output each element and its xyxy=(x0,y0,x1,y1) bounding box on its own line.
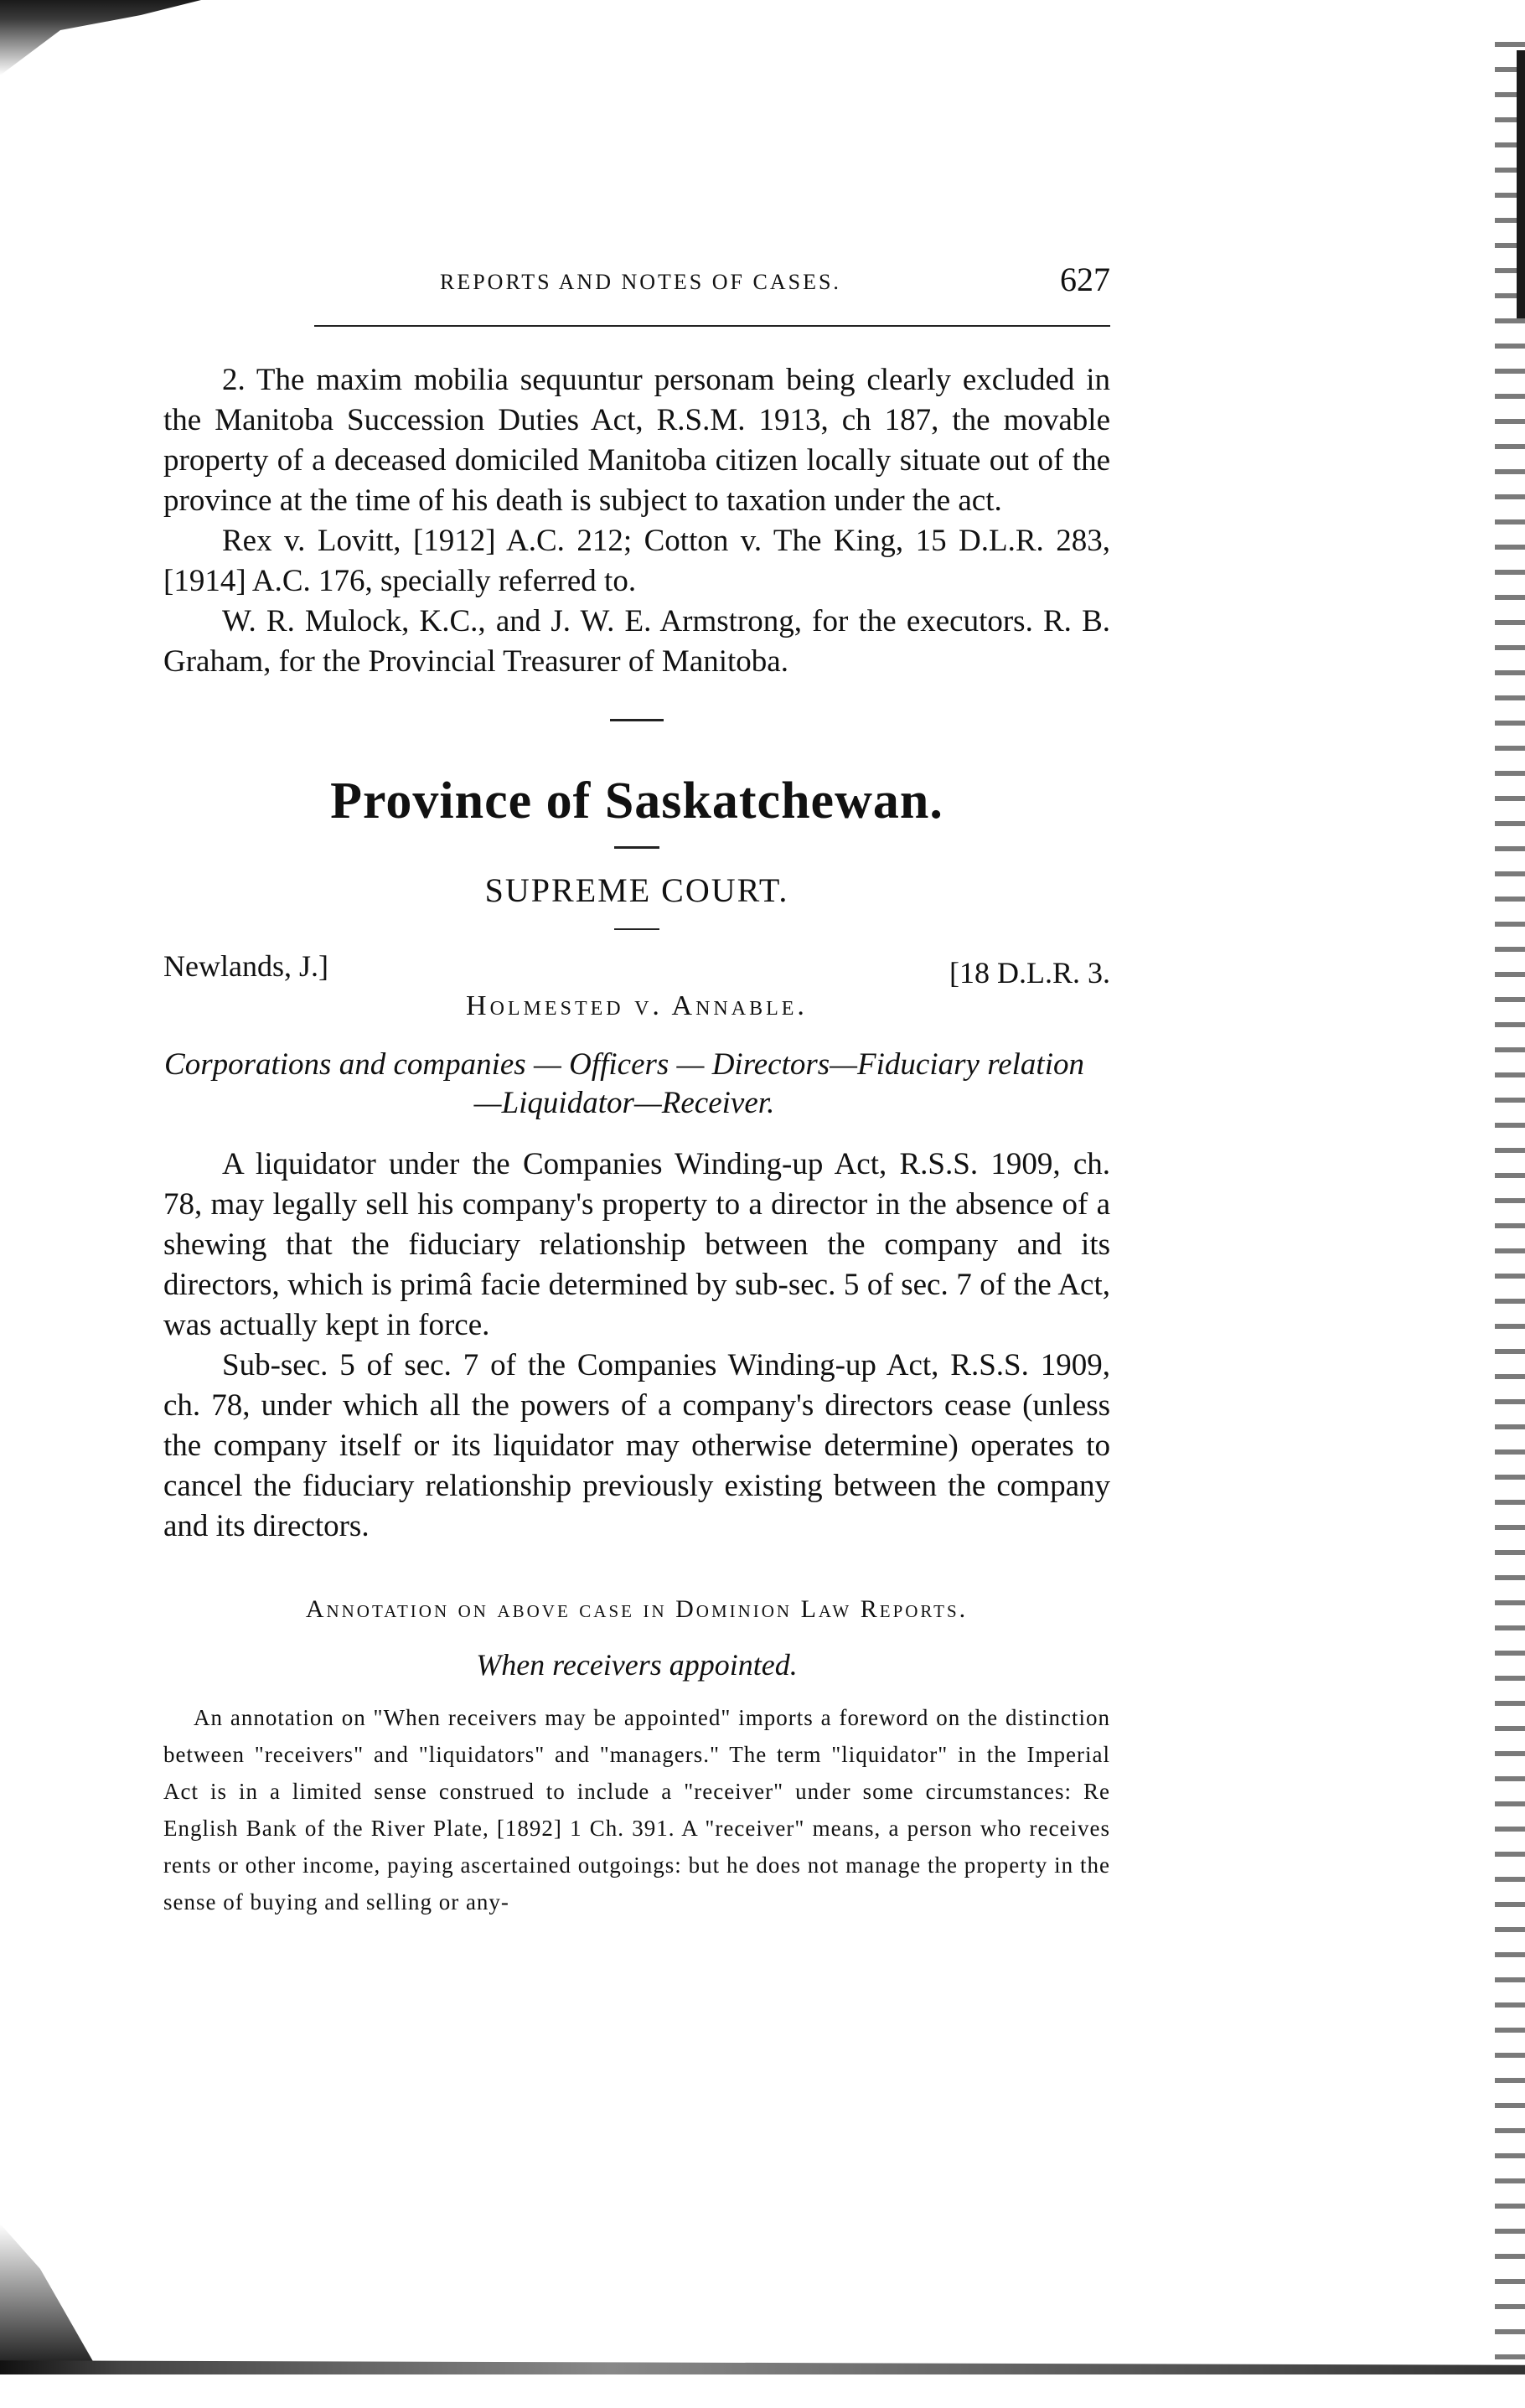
scan-shadow-right-solid xyxy=(1517,50,1525,318)
catchwords: Corporations and companies — Officers — Directors—Fiduciary relation—Liquidator—Receiver. xyxy=(164,1047,1084,1120)
annotation-body: An annotation on "When receivers may be appointed" imports a foreword on the distinction between "receivers" and "liquidators" and "managers." The term "liquidator" in the Imperial Act is in a limited sense construed to include a "receiver" under some circumstances: Re English Bank of the River Plate, [1892] 1 Ch. 391. A "receiver" means, a person who receives rents or other income, paying ascertained outgoings: but he does not manage the property in the sense of buying and selling or any- xyxy=(163,1705,1110,1915)
case-meta xyxy=(163,948,1110,992)
running-header xyxy=(163,251,1110,302)
page-number: 627 xyxy=(1060,261,1110,298)
running-title: REPORTS AND NOTES OF CASES. xyxy=(440,270,841,294)
court-rule xyxy=(614,928,659,930)
scan-shadow-top-left xyxy=(0,0,201,75)
holding-paragraph-2: 2. The maxim mobilia sequuntur personam being clearly excluded in the Manitoba Succession Duties Act, R.S.M. 1913, ch 187, the movable property of a deceased domiciled Manitoba citizen locally situate out of the province at the time of his death is subject to taxation under the act. xyxy=(163,363,1110,518)
judge-name: Newlands, J.] xyxy=(163,949,328,983)
court-heading: SUPREME COURT. xyxy=(484,871,789,909)
annotation-subheading: When receivers appointed. xyxy=(476,1648,798,1682)
annotation-heading: Annotation on above case in Dominion Law Reports. xyxy=(305,1595,969,1623)
report-citation: [18 D.L.R. 3. xyxy=(949,956,1110,990)
counsel-line: W. R. Mulock, K.C., and J. W. E. Armstrong, for the executors. R. B. Graham, for the Provincial Treasurer of Manitoba. xyxy=(163,604,1110,679)
scan-shadow-right xyxy=(1495,42,1525,2371)
document-page xyxy=(163,251,1110,1920)
cases-cited: Rex v. Lovitt, [1912] A.C. 212; Cotton v. The King, 15 D.L.R. 283, [1914] A.C. 176, specially referred to. xyxy=(163,524,1110,598)
scan-shadow-bottom-left xyxy=(0,2224,101,2374)
scan-shadow-bottom xyxy=(0,2351,1525,2374)
section-divider xyxy=(610,719,664,721)
header-rule xyxy=(314,325,1110,327)
heading-rule xyxy=(614,846,659,849)
headnote-paragraph-2: Sub-sec. 5 of sec. 7 of the Companies Winding-up Act, R.S.S. 1909, ch. 78, under which all the powers of a company's directors cease (unless the company itself or its liquidator may otherwise determine) operates to cancel the fiduciary relationship previously existing between the company and its directors. xyxy=(163,1348,1110,1543)
province-heading: Province of Saskatchewan. xyxy=(330,773,943,829)
headnote-paragraph-1: A liquidator under the Companies Winding-up Act, R.S.S. 1909, ch. 78, may legally sell his company's property to a director in the absence of a shewing that the fiduciary relationship between the company and its directors, which is primâ facie determined by sub-sec. 5 of sec. 7 of the Act, was actually kept in force. xyxy=(163,1147,1110,1342)
case-name: Holmested v. Annable. xyxy=(466,990,808,1021)
